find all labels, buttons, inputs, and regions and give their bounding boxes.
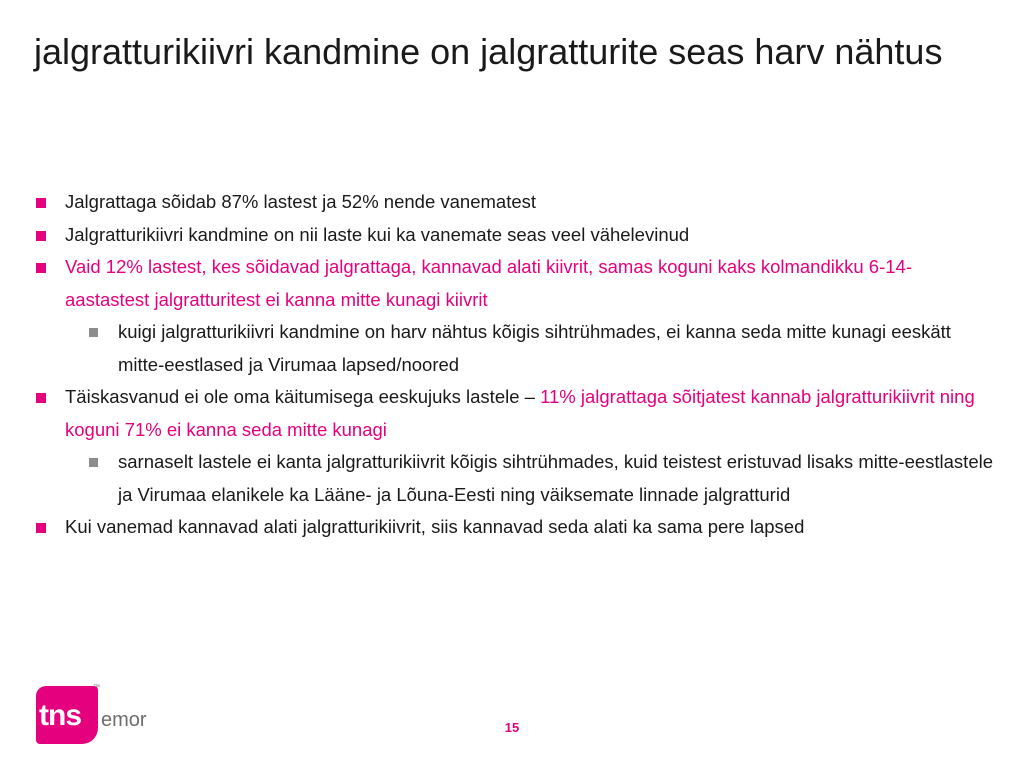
bullet-item (0, 186, 1024, 219)
sub-bullet-item (0, 316, 1024, 381)
bullet-text: Kui vanemad kannavad alati jalgratturikiivrit, siis kannavad seda alati ka sama pere lapsed (65, 516, 805, 537)
bullet-item (0, 511, 1024, 544)
square-sub-bullet-icon (89, 458, 98, 467)
square-bullet-icon (36, 263, 46, 273)
bullet-text: Jalgrattaga sõidab 87% lastest ja 52% nende vanematest (65, 191, 537, 212)
square-sub-bullet-icon (89, 328, 98, 337)
sub-bullet-item (0, 446, 1024, 511)
sub-bullet-text: sarnaselt lastele ei kanta jalgratturikiivrit kõigis sihtrühmades, kuid teistest eristuvad lisaks mitte-eestlastele ja Virumaa elanikele ka Lääne- ja Lõuna-Eesti ning väiksemate linnade jalgratturid (118, 451, 994, 505)
sub-bullet-text: kuigi jalgratturikiivri kandmine on harv nähtus kõigis sihtrühmades, ei kanna seda mitte kunagi eeskätt mitte-eestlased ja Virumaa lapsed/noored (118, 321, 951, 375)
page-number: 15 (504, 720, 520, 735)
bullet-text: Täiskasvanud ei ole oma käitumisega eeskujuks lastele – (65, 386, 541, 407)
bullet-item-highlight (0, 251, 1024, 316)
square-bullet-icon (36, 523, 46, 533)
logo-tns-text: tns (39, 699, 81, 732)
bullet-item (0, 219, 1024, 252)
square-bullet-icon (36, 393, 46, 403)
bullet-highlight-text: 11% jalgrattaga sõitjatest kannab jalgratturikiivrit ning koguni 71% ei kanna seda mitte kunagi (65, 386, 975, 440)
logo-mark (36, 686, 98, 744)
square-bullet-icon (36, 198, 46, 208)
bullet-text: Vaid 12% lastest, kes sõidavad jalgrattaga, kannavad alati kiivrit, samas koguni kaks kolmandikku 6-14-aastastest jalgratturitest ei kanna mitte kunagi kiivrit (65, 256, 912, 310)
tns-emor-logo (31, 684, 151, 746)
slide-title: jalgratturikiivri kandmine on jalgratturite seas harv nähtus (34, 31, 943, 72)
bullet-text: Jalgratturikiivri kandmine on nii laste kui ka vanemate seas veel vähelevinud (65, 223, 690, 245)
logo-emor-text: emor (101, 709, 147, 731)
square-bullet-icon (36, 231, 46, 241)
bullet-item (0, 381, 1024, 446)
logo-trademark: ™ (93, 684, 100, 691)
bullet-list (0, 186, 1024, 544)
